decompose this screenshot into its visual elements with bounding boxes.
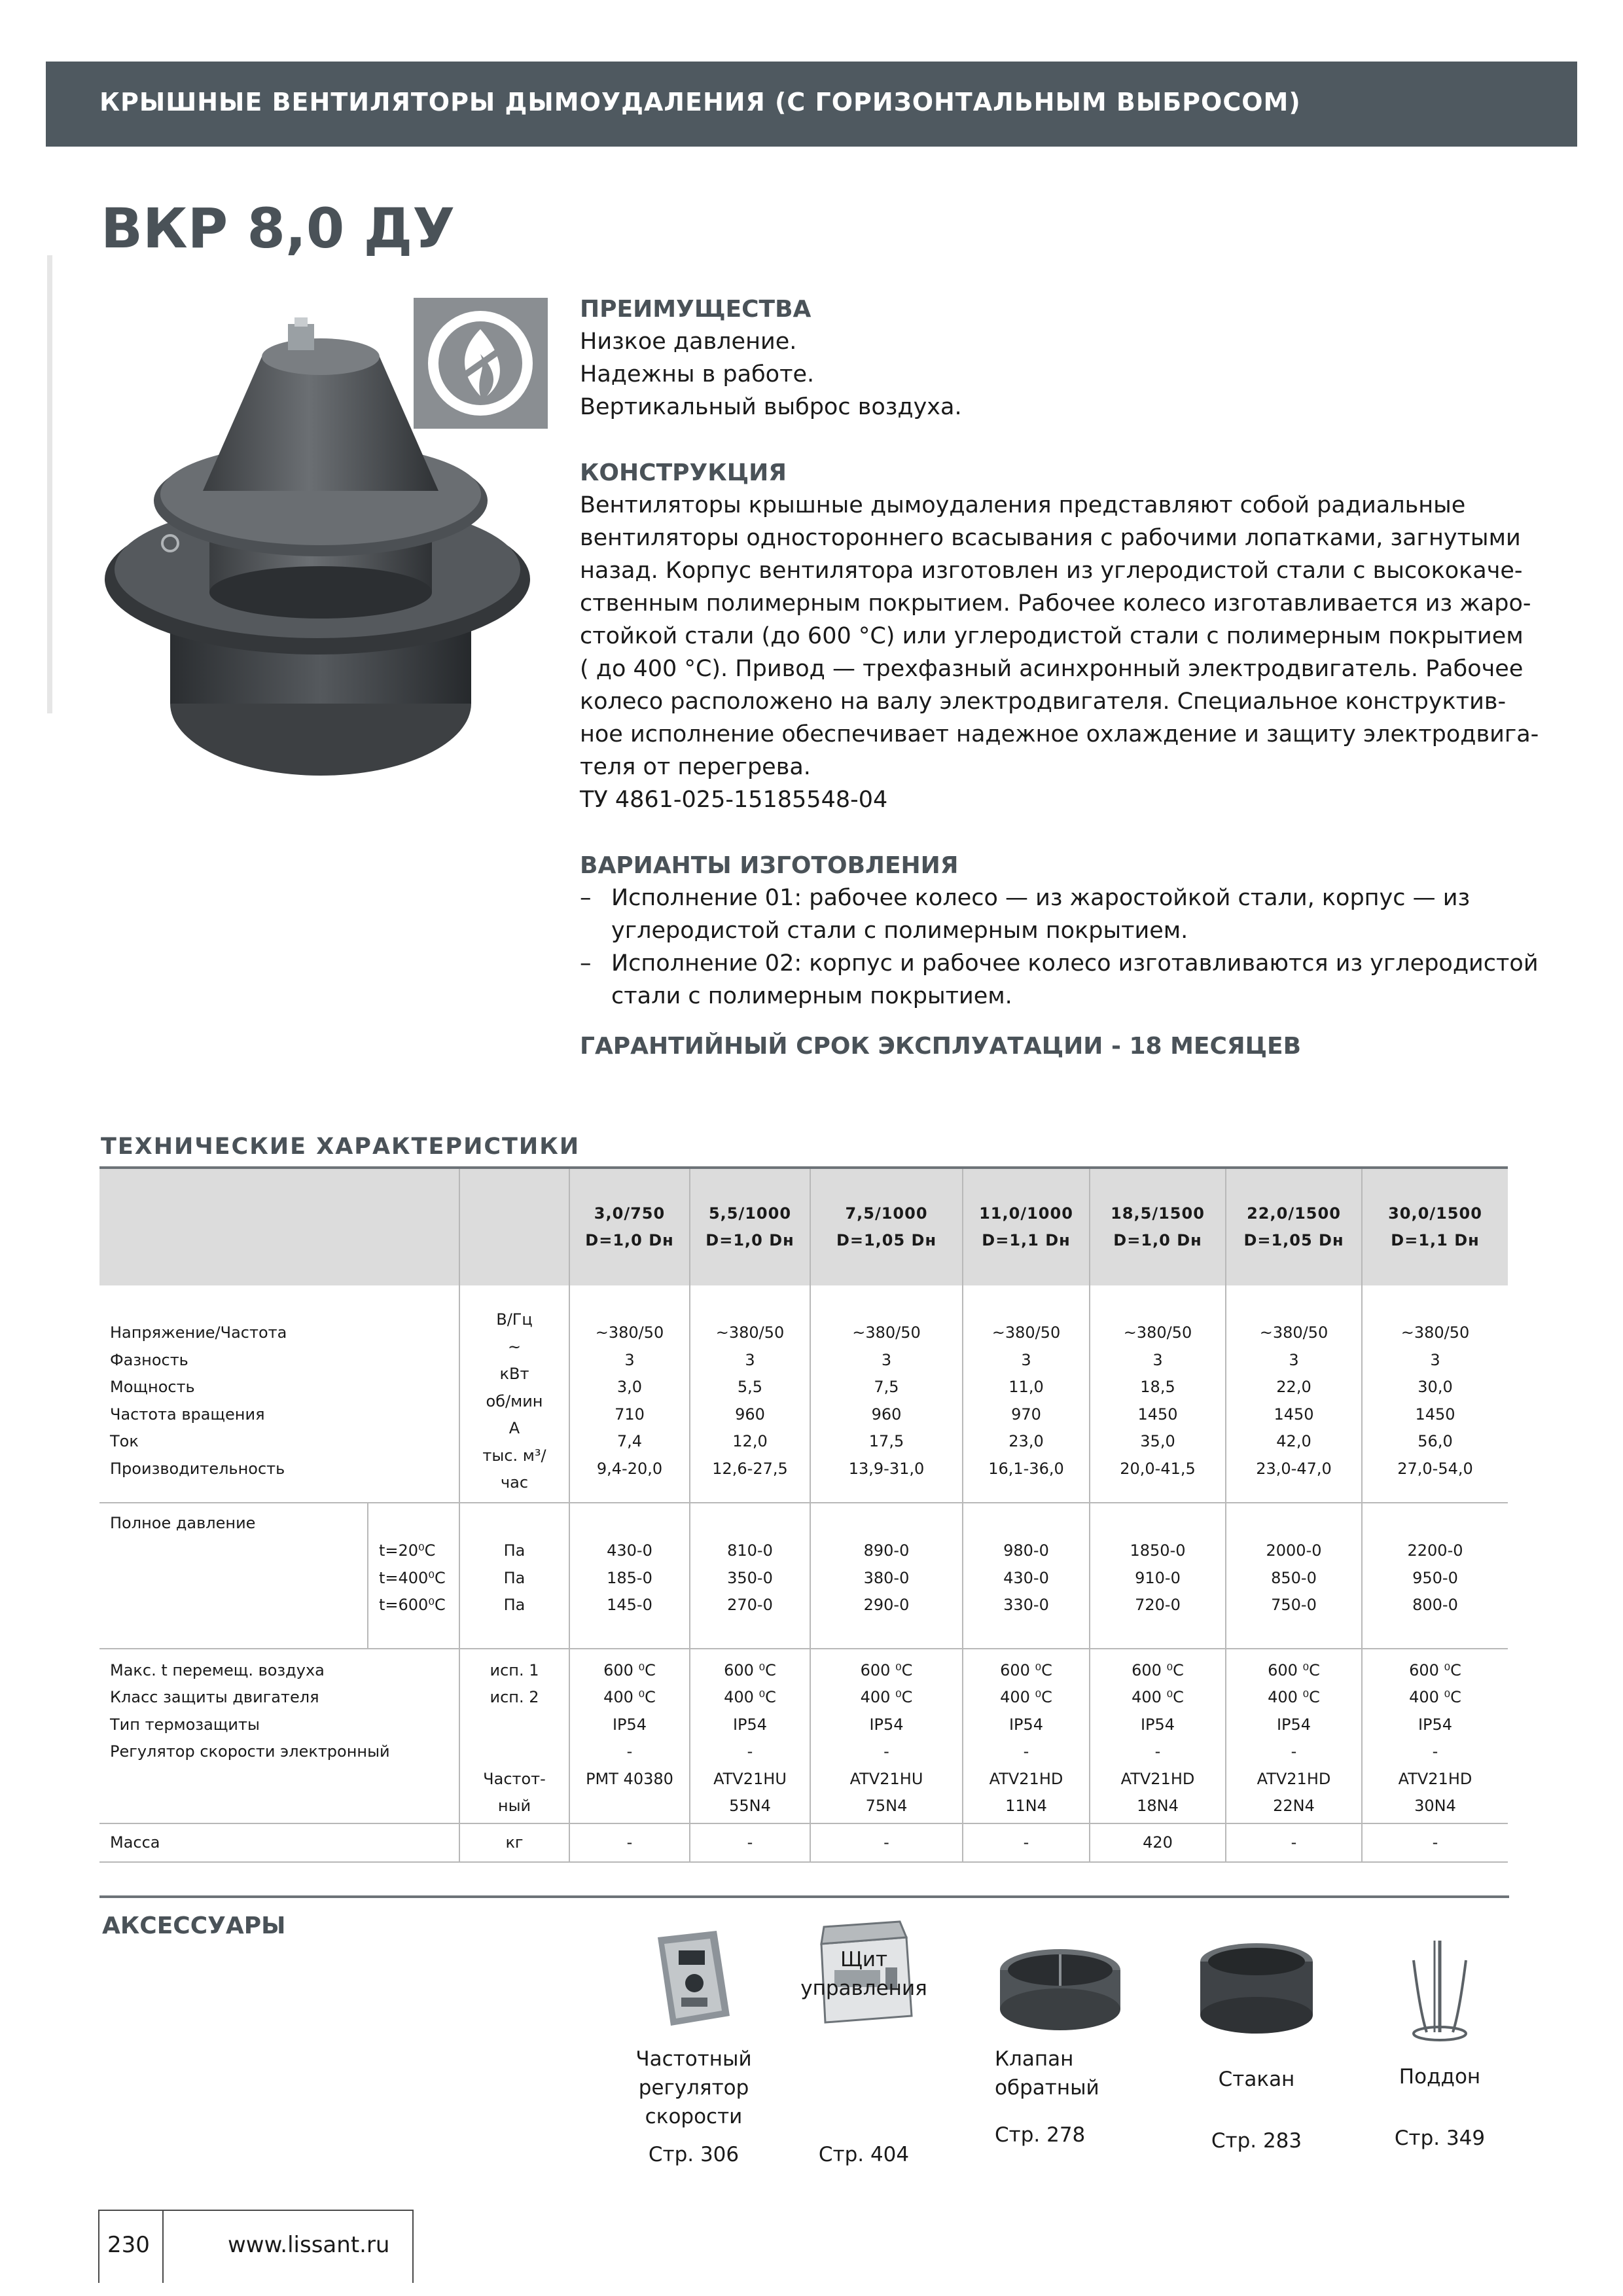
- header-banner: [46, 62, 1577, 147]
- construction-heading: КОНСТРУКЦИЯ: [580, 459, 787, 486]
- warranty-text: ГАРАНТИЙНЫЙ СРОК ЭКСПЛУАТАЦИИ - 18 МЕСЯЦЕВ: [580, 1033, 1302, 1060]
- variants-heading: ВАРИАНТЫ ИЗГОТОВЛЕНИЯ: [580, 852, 959, 879]
- header-blank: [99, 1168, 459, 1285]
- value-cell: ~380/50 3 30,0 1450 56,0 27,0-54,0: [1362, 1285, 1508, 1503]
- tech-specs-title: ТЕХНИЧЕСКИЕ ХАРАКТЕРИСТИКИ: [101, 1134, 580, 1160]
- page-number: 230: [107, 2232, 150, 2258]
- value-cell: 600 ⁰С 400 ⁰С IP54 - ATV21HD 30N4: [1362, 1649, 1508, 1823]
- banner-title: КРЫШНЫЕ ВЕНТИЛЯТОРЫ ДЫМОУДАЛЕНИЯ (С ГОРИЗОНТАЛЬНЫМ ВЫБРОСОМ): [99, 88, 1301, 117]
- dash-marker: –: [580, 885, 592, 911]
- advantages-heading: ПРЕИМУЩЕСТВА: [580, 296, 812, 323]
- construction-line: назад. Корпус вентилятора изготовлен из углеродистой стали с высококаче-: [580, 558, 1523, 584]
- row-labels: Макс. t перемещ. воздуха Класс защиты двигателя Тип термозащиты Регулятор скорости электронный: [99, 1649, 459, 1823]
- row-label: Полное давление: [99, 1503, 368, 1649]
- value-cell: ~380/50 3 11,0 970 23,0 16,1-36,0: [963, 1285, 1090, 1503]
- page-reference[interactable]: Стр. 404: [818, 2143, 910, 2166]
- accessory-check-valve[interactable]: Клапан обратный Стр. 278: [995, 1944, 1139, 2149]
- accessories-divider: [99, 1895, 1509, 1898]
- construction-line: колесо расположено на валу электродвигателя. Специальное конструктив-: [580, 689, 1507, 715]
- page-reference[interactable]: Стр. 306: [648, 2143, 740, 2166]
- column-header: 22,0/1500 D=1,05 Dн: [1226, 1168, 1362, 1285]
- variants-section: [580, 852, 1539, 1013]
- value-cell: 980-0 430-0 330-0: [963, 1503, 1090, 1649]
- dash-marker: –: [580, 950, 592, 977]
- website-link[interactable]: www.lissant.ru: [228, 2232, 390, 2258]
- variant-line: углеродистой стали с полимерным покрытием.: [611, 918, 1188, 944]
- column-header: 7,5/1000 D=1,05 Dн: [810, 1168, 963, 1285]
- header-blank-unit: [459, 1168, 569, 1285]
- column-header: 11,0/1000 D=1,1 Dн: [963, 1168, 1090, 1285]
- table-row-protection: [99, 1649, 1508, 1823]
- accessory-tray[interactable]: Поддон Стр. 349: [1374, 1934, 1505, 2153]
- construction-line: ное исполнение обеспечивает надежное охлаждение и защиту электродвига-: [580, 721, 1539, 747]
- value-cell: 600 ⁰С 400 ⁰С IP54 - ATV21HD 22N4: [1226, 1649, 1362, 1823]
- construction-section: [580, 459, 1539, 816]
- page-reference[interactable]: Стр. 278: [995, 2123, 1086, 2147]
- row-label: Масса: [99, 1823, 459, 1863]
- accessories-title: АКСЕССУАРЫ: [102, 1912, 286, 1939]
- variant-line: Исполнение 01: рабочее колесо — из жаростойкой стали, корпус — из: [611, 885, 1471, 911]
- value-cell: 420: [1090, 1823, 1226, 1863]
- table-header-row: [99, 1168, 1508, 1285]
- unit-cell: кг: [459, 1823, 569, 1863]
- value-cell: -: [810, 1823, 963, 1863]
- value-cell: ~380/50 3 7,5 960 17,5 13,9-31,0: [810, 1285, 963, 1503]
- advantages-section: [580, 296, 1522, 423]
- page-reference[interactable]: Стр. 283: [1211, 2129, 1302, 2153]
- unit-cell: Па Па Па: [459, 1503, 569, 1649]
- footer: [98, 2210, 414, 2283]
- column-header: 5,5/1000 D=1,0 Dн: [690, 1168, 810, 1285]
- value-cell: 600 ⁰С 400 ⁰С IP54 - ATV21HU 75N4: [810, 1649, 963, 1823]
- advantage-line: Низкое давление.: [580, 329, 797, 355]
- tech-specs-table: [99, 1166, 1508, 1863]
- frequency-regulator-icon: [645, 1924, 743, 2036]
- spec-code-line: ТУ 4861-025-15185548-04: [580, 787, 888, 813]
- value-cell: 600 ⁰С 400 ⁰С IP54 - ATV21HU 55N4: [690, 1649, 810, 1823]
- construction-line: теля от перегрева.: [580, 754, 811, 780]
- value-cell: -: [963, 1823, 1090, 1863]
- unit-cell: исп. 1 исп. 2 Частот- ный: [459, 1649, 569, 1823]
- check-valve-icon: [995, 1944, 1126, 2036]
- fire-resistant-icon: [414, 298, 548, 429]
- table-row-electrical: [99, 1285, 1508, 1503]
- accessory-control-panel[interactable]: Щит управления: [792, 1918, 936, 2003]
- construction-line: стойкой стали (до 600 °С) или углеродистой стали с полимерным покрытием: [580, 623, 1524, 649]
- value-cell: 810-0 350-0 270-0: [690, 1503, 810, 1649]
- mounting-cup-icon: [1191, 1941, 1322, 2039]
- value-cell: 430-0 185-0 145-0: [569, 1503, 690, 1649]
- value-cell: ~380/50 3 22,0 1450 42,0 23,0-47,0: [1226, 1285, 1362, 1503]
- value-cell: ~380/50 3 3,0 710 7,4 9,4-20,0: [569, 1285, 690, 1503]
- accessory-frequency-regulator[interactable]: Частотный регулятор скорости Стр. 306: [615, 1924, 772, 2169]
- construction-line: ( до 400 °С). Привод — трехфазный асинхронный электродвигатель. Рабочее: [580, 656, 1524, 682]
- table-row-mass: [99, 1823, 1508, 1863]
- value-cell: ~380/50 3 5,5 960 12,0 12,6-27,5: [690, 1285, 810, 1503]
- value-cell: 600 ⁰С 400 ⁰С IP54 - PMT 40380: [569, 1649, 690, 1823]
- value-cell: 1850-0 910-0 720-0: [1090, 1503, 1226, 1649]
- advantage-line: Надежны в работе.: [580, 361, 815, 387]
- value-cell: 2200-0 950-0 800-0: [1362, 1503, 1508, 1649]
- value-cell: 2000-0 850-0 750-0: [1226, 1503, 1362, 1649]
- construction-line: Вентиляторы крышные дымоудаления представляют собой радиальные: [580, 492, 1466, 518]
- page-edge-strip: [47, 255, 52, 713]
- value-cell: -: [1362, 1823, 1508, 1863]
- column-header: 30,0/1500 D=1,1 Dн: [1362, 1168, 1508, 1285]
- variant-item: [580, 882, 1522, 947]
- variant-line: Исполнение 02: корпус и рабочее колесо изготавливаются из углеродистой: [611, 950, 1539, 977]
- construction-line: ственным полимерным покрытием. Рабочее колесо изготавливается из жаро-: [580, 590, 1531, 617]
- table-row-pressure: [99, 1503, 1508, 1649]
- tray-icon: [1400, 1934, 1479, 2052]
- value-cell: ~380/50 3 18,5 1450 35,0 20,0-41,5: [1090, 1285, 1226, 1503]
- column-header: 18,5/1500 D=1,0 Dн: [1090, 1168, 1226, 1285]
- value-cell: -: [569, 1823, 690, 1863]
- value-cell: -: [1226, 1823, 1362, 1863]
- variant-item: [580, 947, 1539, 1013]
- advantage-line: Вертикальный выброс воздуха.: [580, 394, 962, 420]
- footer-divider: [162, 2211, 164, 2283]
- column-header: 3,0/750 D=1,0 Dн: [569, 1168, 690, 1285]
- value-cell: 890-0 380-0 290-0: [810, 1503, 963, 1649]
- unit-cell: В/Гц ~ кВт об/мин А тыс. м³/ час: [459, 1285, 569, 1503]
- value-cell: 600 ⁰С 400 ⁰С IP54 - ATV21HD 11N4: [963, 1649, 1090, 1823]
- accessory-mounting-cup[interactable]: Стакан Стр. 283: [1191, 1941, 1322, 2155]
- construction-line: вентиляторы одностороннего всасывания с рабочими лопатками, загнутыми: [580, 525, 1521, 551]
- value-cell: -: [690, 1823, 810, 1863]
- accessory-control-panel-page[interactable]: [792, 2140, 936, 2169]
- variant-line: стали с полимерным покрытием.: [611, 983, 1012, 1009]
- page-reference[interactable]: Стр. 349: [1394, 2126, 1486, 2150]
- temperature-cell: t=20⁰С t=400⁰С t=600⁰С: [368, 1503, 459, 1649]
- product-title: ВКР 8,0 ДУ: [101, 196, 455, 260]
- value-cell: 600 ⁰С 400 ⁰С IP54 - ATV21HD 18N4: [1090, 1649, 1226, 1823]
- row-labels: Напряжение/Частота Фазность Мощность Частота вращения Ток Производительность: [99, 1285, 459, 1503]
